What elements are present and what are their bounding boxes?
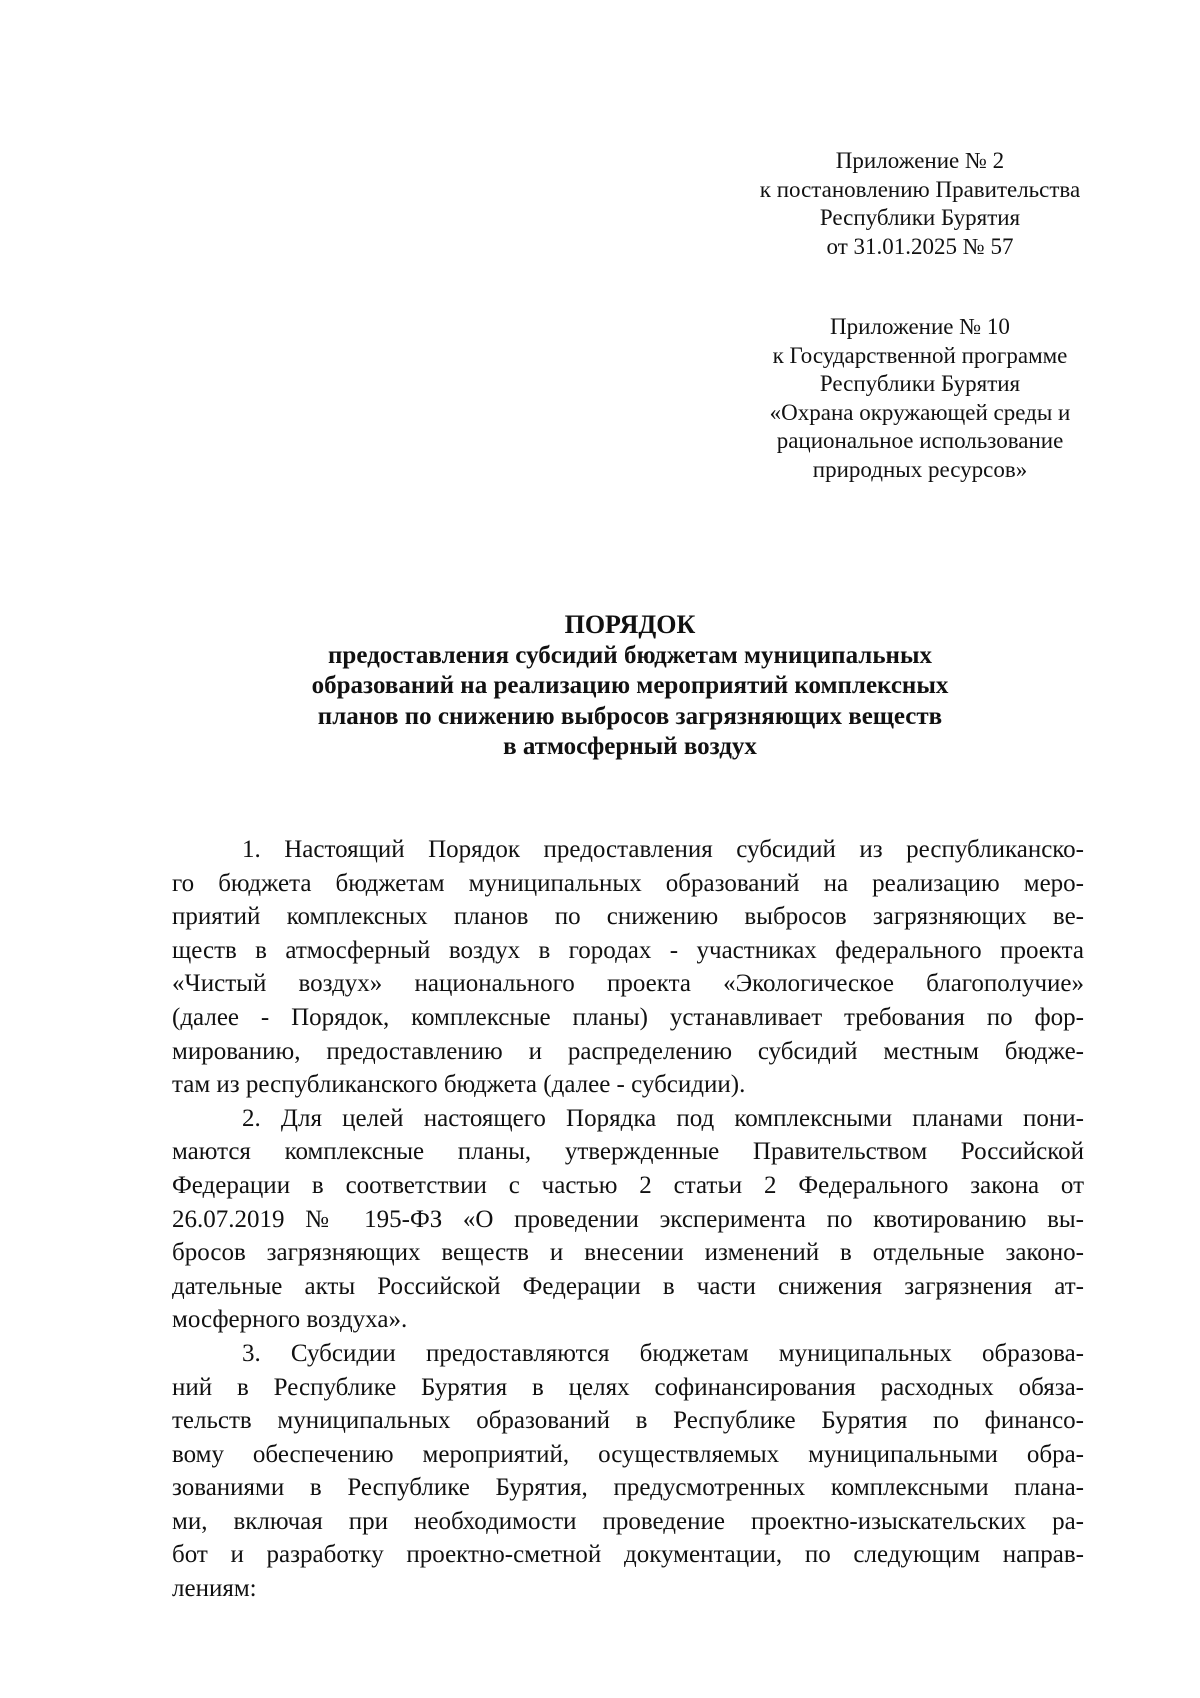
title-line: в атмосферный воздух	[503, 733, 757, 760]
document-title	[200, 610, 1060, 763]
paragraph-1-line: приятий комплексных планов по снижению выбросов загрязняющих ве-	[172, 903, 1084, 931]
annex-note-program	[755, 313, 1085, 484]
annex-line: к Государственной программе	[772, 342, 1068, 368]
annex-line: Приложение № 2	[835, 148, 1005, 173]
paragraph-3-line: ний в Республике Бурятия в целях софинансирования расходных обяза-	[172, 1373, 1084, 1401]
document-body	[172, 833, 1084, 1606]
annex-line: к постановлению Правительства	[759, 176, 1081, 202]
annex-line: Приложение № 10	[830, 314, 1010, 339]
paragraph-3-line: лениям:	[172, 1575, 257, 1603]
paragraph-2-line: бросов загрязняющих веществ и внесении изменений в отдельные законо-	[172, 1239, 1084, 1267]
annex-line: от 31.01.2025 № 57	[826, 233, 1014, 259]
paragraph-2-line: маются комплексные планы, утвержденные Правительством Российской	[172, 1138, 1084, 1166]
paragraph-1-line: «Чистый воздух» национального проекта «Экологическое благополучие»	[172, 970, 1084, 998]
paragraph-3-line: тельств муниципальных образований в Республике Бурятия по финансо-	[172, 1407, 1084, 1435]
paragraph-3-line: 3. Субсидии предоставляются бюджетам муниципальных образова-	[242, 1339, 1084, 1367]
paragraph-3-line: зованиями в Республике Бурятия, предусмотренных комплексными плана-	[172, 1474, 1084, 1502]
paragraph-3-line: бот и разработку проектно-сметной документации, по следующим направ-	[172, 1541, 1084, 1569]
title-line: предоставления субсидий бюджетам муниципальных	[328, 641, 932, 669]
annex-line: природных ресурсов»	[812, 456, 1028, 482]
annex-line: Республики Бурятия	[819, 371, 1021, 396]
paragraph-1-line: 1. Настоящий Порядок предоставления субсидий из республиканско-	[242, 836, 1084, 863]
title-heading: ПОРЯДОК	[564, 610, 696, 639]
paragraph-1-line: там из республиканского бюджета (далее - субсидии).	[172, 1071, 746, 1099]
title-line: планов по снижению выбросов загрязняющих веществ	[317, 702, 943, 730]
annex-note-resolution	[740, 147, 1100, 261]
paragraph-1-line: мированию, предоставлению и распределению субсидий местным бюдже-	[172, 1037, 1084, 1065]
paragraph-2-line: мосферного воздуха».	[172, 1306, 408, 1334]
paragraph-1-line: го бюджета бюджетам муниципальных образований на реализацию меро-	[172, 869, 1084, 897]
paragraph-1-line: (далее - Порядок, комплексные планы) устанавливает требования по фор-	[172, 1003, 1084, 1031]
annex-line: «Охрана окружающей среды и	[769, 399, 1071, 425]
annex-line: рациональное использование	[776, 428, 1064, 453]
paragraph-3-line: вому обеспечению мероприятий, осуществляемых муниципальными обра-	[172, 1440, 1084, 1468]
paragraph-2-line: дательные акты Российской Федерации в части снижения загрязнения ат-	[172, 1272, 1084, 1300]
paragraph-2-line: Федерации в соответствии с частью 2 статьи 2 Федерального закона от	[172, 1171, 1084, 1199]
annex-line: Республики Бурятия	[819, 205, 1021, 230]
paragraph-2-line: 2. Для целей настоящего Порядка под комплексными планами пони-	[242, 1104, 1084, 1132]
paragraph-1-line: ществ в атмосферный воздух в городах - участниках федерального проекта	[172, 936, 1084, 964]
paragraph-3-line: ми, включая при необходимости проведение проектно-изыскательских ра-	[172, 1507, 1084, 1535]
title-line: образований на реализацию мероприятий комплексных	[311, 672, 949, 699]
paragraph-2-line: 26.07.2019 № 195-ФЗ «О проведении эксперимента по квотированию вы-	[172, 1205, 1084, 1233]
